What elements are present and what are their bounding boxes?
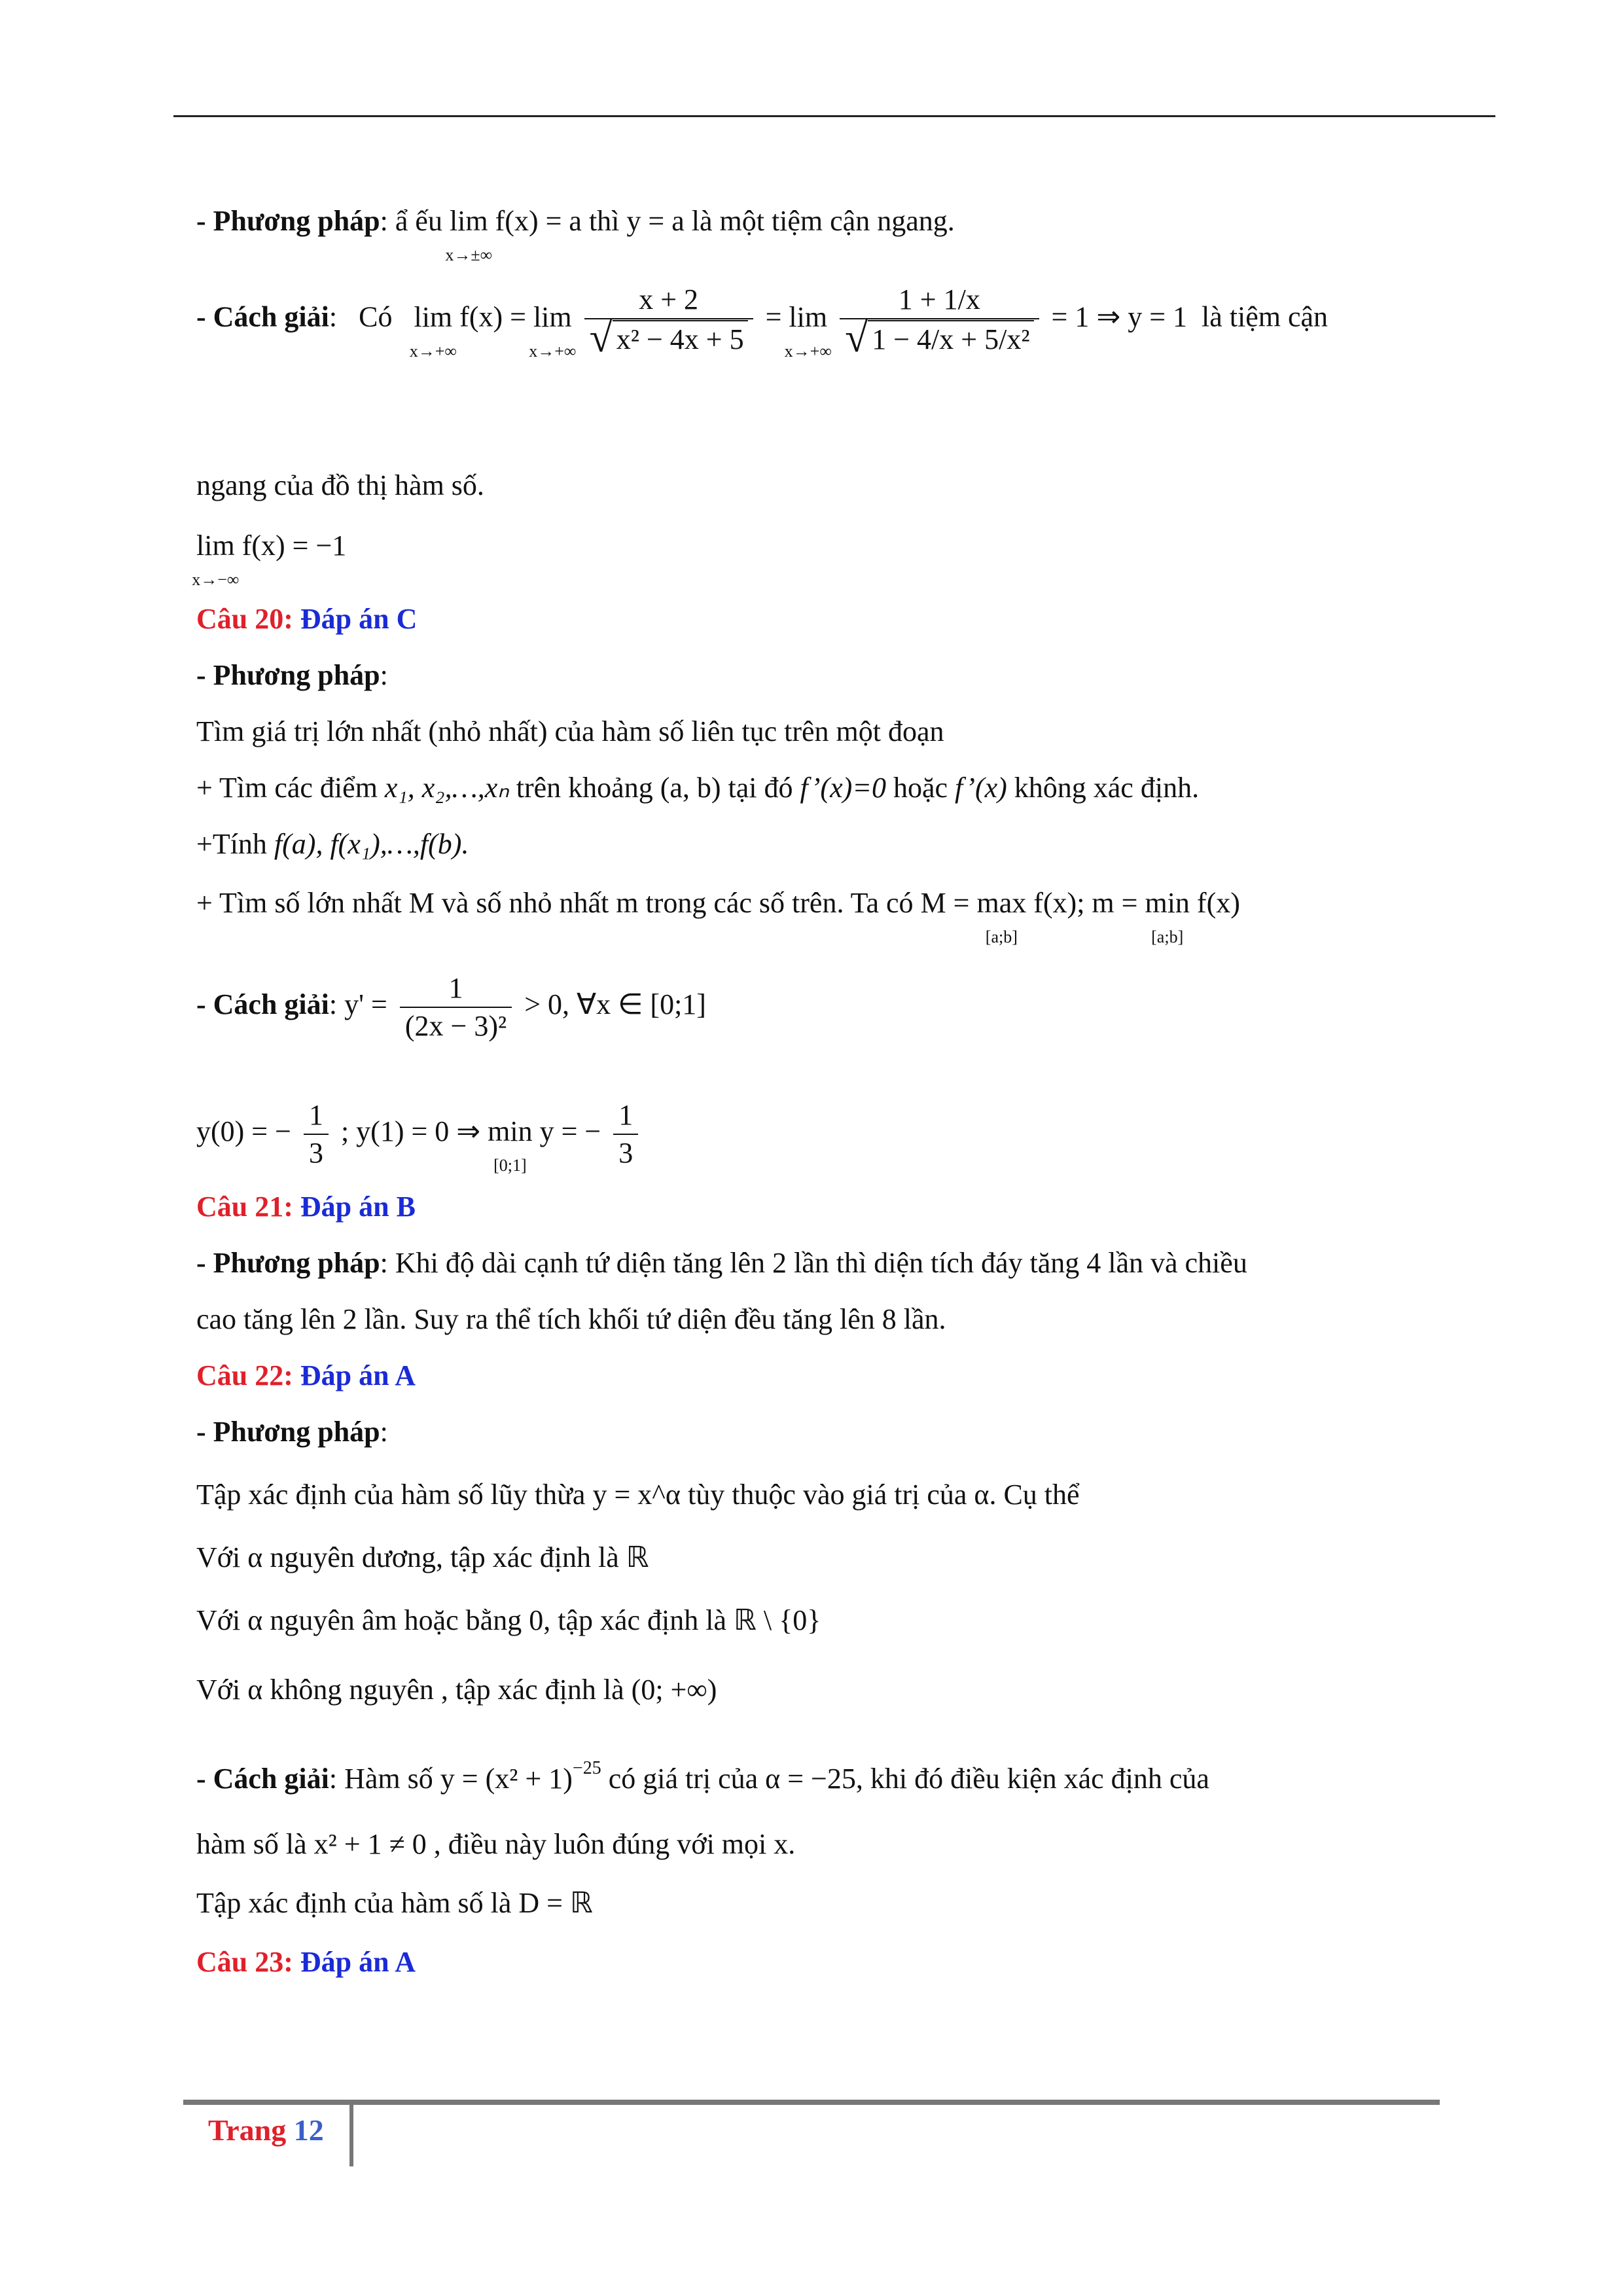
math-expr: α [247, 1604, 263, 1636]
question-heading-20 [196, 601, 417, 637]
max-expr [976, 885, 1027, 946]
text: có giá trị của [608, 1763, 758, 1795]
lim-sub: x→−∞ [192, 570, 240, 589]
text: : ẩ ếu [380, 205, 442, 237]
limit-expr [445, 203, 493, 264]
answer-label: Đáp án B [300, 1191, 416, 1223]
lim-sub: x→±∞ [445, 245, 493, 264]
math-expr: x² + 1 ≠ 0 [313, 1828, 427, 1860]
text: : [380, 1416, 388, 1448]
text-line [196, 885, 1240, 946]
method-label: - Phương pháp [196, 1247, 380, 1279]
math-expr: f(x) = a [495, 205, 582, 237]
math-expr: y = − [539, 1115, 601, 1148]
text: Có [359, 300, 393, 333]
math-expr: f’(x) [955, 772, 1007, 804]
text: : [329, 988, 338, 1021]
denominator: 3 [304, 1134, 329, 1172]
math-expr: α [247, 1674, 263, 1706]
min-sub: [a;b] [1151, 927, 1184, 946]
math-expr: (0; +∞) [631, 1674, 717, 1706]
text: hoặc [893, 772, 948, 804]
text: không xác định. [1014, 772, 1200, 804]
lim-word: lim [196, 529, 235, 562]
text: ngang của đồ thị hàm số. [196, 469, 484, 501]
math-expr: M = [920, 887, 970, 919]
math-expr: = 1 ⇒ y = 1 [1051, 300, 1188, 333]
numerator: 1 [448, 972, 463, 1004]
fraction [840, 281, 1039, 361]
denominator [840, 314, 1039, 361]
text: là tiệm cận [1202, 300, 1329, 333]
text: : [380, 659, 388, 691]
text: hàm số là [196, 1828, 307, 1860]
fraction [304, 1097, 329, 1172]
math-expr: α = −25 [765, 1763, 856, 1795]
question-number: Câu 22: [196, 1359, 293, 1391]
text: . Cụ thể [989, 1479, 1080, 1511]
text: +Tính [196, 828, 267, 860]
text: , khi đó điều kiện xác định của [855, 1763, 1209, 1795]
math-expr: f’(x)=0 [800, 772, 886, 804]
text-line [196, 1301, 946, 1338]
text-line [196, 1826, 795, 1863]
page-footer [208, 2113, 324, 2147]
text-line [196, 713, 944, 750]
method-label: - Phương pháp [196, 659, 380, 691]
denominator [584, 314, 753, 361]
text: Tập xác định của hàm số lũy thừa [196, 1479, 586, 1511]
math-expr: y = (x² + 1) [440, 1763, 573, 1795]
math-expr: f(x) = [459, 300, 526, 333]
text-line [196, 826, 469, 863]
question-heading-22 [196, 1357, 416, 1394]
text: Tìm giá trị lớn nhất (nhỏ nhất) của hàm số liên tục trên một đoạn [196, 715, 944, 747]
text: trên khoảng (a, b) tại đó [516, 772, 793, 804]
math-expr: y(0) = − [196, 1115, 291, 1148]
numerator: x + 2 [639, 283, 699, 315]
answer-label: Đáp án A [300, 1359, 416, 1391]
answer-label: Đáp án A [300, 1946, 416, 1978]
fraction [613, 1097, 638, 1172]
text: là một tiệm cận ngang. [691, 205, 955, 237]
text: : Khi độ dài cạnh tứ diện tăng lên 2 lần thì diện tích đáy tăng 4 lần và chiều [380, 1247, 1247, 1279]
method-line-q19 [196, 203, 955, 264]
page-number: 12 [293, 2113, 324, 2147]
math-expr: ℝ \ {0} [734, 1604, 821, 1636]
sqrt-icon: √ [845, 314, 868, 361]
header-rule [173, 115, 1495, 117]
numerator: 1 [308, 1099, 323, 1131]
text: Tập xác định của hàm số là [196, 1887, 512, 1919]
text-line [196, 1672, 717, 1708]
denominator: (2x − 3)² [400, 1007, 512, 1045]
lim-sub: x→+∞ [784, 341, 832, 361]
text: không nguyên , tập xác định là [270, 1674, 624, 1706]
limit-expr [529, 299, 577, 361]
text-line [196, 770, 1199, 806]
answer-label: Đáp án C [300, 603, 418, 635]
radicand: 1 − 4/x + 5/x² [868, 320, 1033, 358]
text: Với [196, 1674, 241, 1706]
lim-word: lim [414, 300, 453, 333]
text-line [196, 467, 484, 504]
limit-expr [192, 528, 240, 589]
lim-word: lim [789, 300, 828, 333]
math-expr: f(x) [1196, 887, 1240, 919]
method-label: - Phương pháp [196, 205, 380, 237]
math-expr: f(x) = −1 [241, 529, 347, 562]
lim-word: lim [449, 205, 488, 237]
limit-line [192, 528, 347, 589]
denominator: 3 [613, 1134, 638, 1172]
equals: = [765, 300, 782, 333]
sqrt-icon: √ [589, 314, 613, 361]
question-number: Câu 20: [196, 603, 293, 635]
solution-line-q19 [196, 281, 1329, 361]
numerator: 1 [618, 1099, 633, 1131]
min-expr [1145, 885, 1190, 946]
lim-sub: x→+∞ [409, 341, 457, 361]
lim-word: lim [533, 300, 572, 333]
math-expr: > 0, ∀x ∈ [0;1] [524, 988, 706, 1021]
method-label: - Phương pháp [196, 1416, 380, 1448]
radicand: x² − 4x + 5 [613, 320, 748, 358]
limit-expr [784, 299, 832, 361]
question-heading-21 [196, 1189, 416, 1225]
min-sub: [0;1] [493, 1156, 527, 1175]
text: : Hàm số [329, 1763, 433, 1795]
text: tùy thuộc vào giá trị của [687, 1479, 967, 1511]
method-line [196, 657, 388, 694]
numerator: 1 + 1/x [898, 283, 980, 315]
footer-rule [183, 2100, 1440, 2105]
question-heading-23 [196, 1944, 416, 1981]
fraction [400, 970, 512, 1045]
math-expr: ; y(1) = 0 ⇒ [340, 1115, 481, 1148]
exponent: −25 [572, 1758, 601, 1778]
text: cao tăng lên 2 lần. Suy ra thể tích khối tứ diện đều tăng lên 8 lần. [196, 1303, 946, 1335]
math-expr: y' = [344, 988, 387, 1021]
solution-label: - Cách giải [196, 300, 329, 333]
text: nguyên âm hoặc bằng 0, tập xác định là [270, 1604, 727, 1636]
math-expr: y = a [626, 205, 685, 237]
text-line [196, 1602, 821, 1639]
text: + Tìm các điểm [196, 772, 378, 804]
math-expr: f(x); m = [1033, 887, 1138, 919]
page-label: Trang [208, 2113, 287, 2147]
text-line [196, 1477, 1080, 1513]
text: thì [588, 205, 620, 237]
max-sub: [a;b] [985, 927, 1018, 946]
min-word: min [1145, 887, 1190, 919]
method-line [196, 1414, 388, 1450]
text-line [196, 1885, 593, 1922]
solution-line [196, 1750, 1209, 1797]
math-line [196, 1097, 643, 1175]
footer-divider [349, 2104, 353, 2166]
math-expr: y = x^α [592, 1479, 681, 1511]
text: + Tìm số lớn nhất M và số nhỏ nhất m trong các số trên. Ta có [196, 887, 914, 919]
math-expr: x₁, x₂,…,xₙ [384, 772, 509, 804]
text: : [329, 300, 338, 333]
min-expr [488, 1113, 533, 1175]
text: , điều này luôn đúng với mọi x. [433, 1828, 796, 1860]
min-word: min [488, 1115, 533, 1148]
solution-line [196, 970, 706, 1045]
solution-label: - Cách giải [196, 988, 329, 1021]
fraction [584, 281, 753, 361]
math-expr: f(a), f(x₁),…,f(b). [274, 828, 469, 860]
method-line [196, 1245, 1247, 1282]
solution-label: - Cách giải [196, 1763, 329, 1795]
text: Với [196, 1604, 241, 1636]
limit-expr [409, 299, 457, 361]
question-number: Câu 23: [196, 1946, 293, 1978]
math-expr: ℝ [626, 1541, 649, 1573]
text: nguyên dương, tập xác định là [270, 1541, 619, 1573]
question-number: Câu 21: [196, 1191, 293, 1223]
math-expr: α [974, 1479, 990, 1511]
lim-sub: x→+∞ [529, 341, 577, 361]
math-expr: D = ℝ [518, 1887, 593, 1919]
text: Với [196, 1541, 241, 1573]
text-line [196, 1539, 649, 1576]
math-expr: α [247, 1541, 263, 1573]
max-word: max [976, 887, 1027, 919]
